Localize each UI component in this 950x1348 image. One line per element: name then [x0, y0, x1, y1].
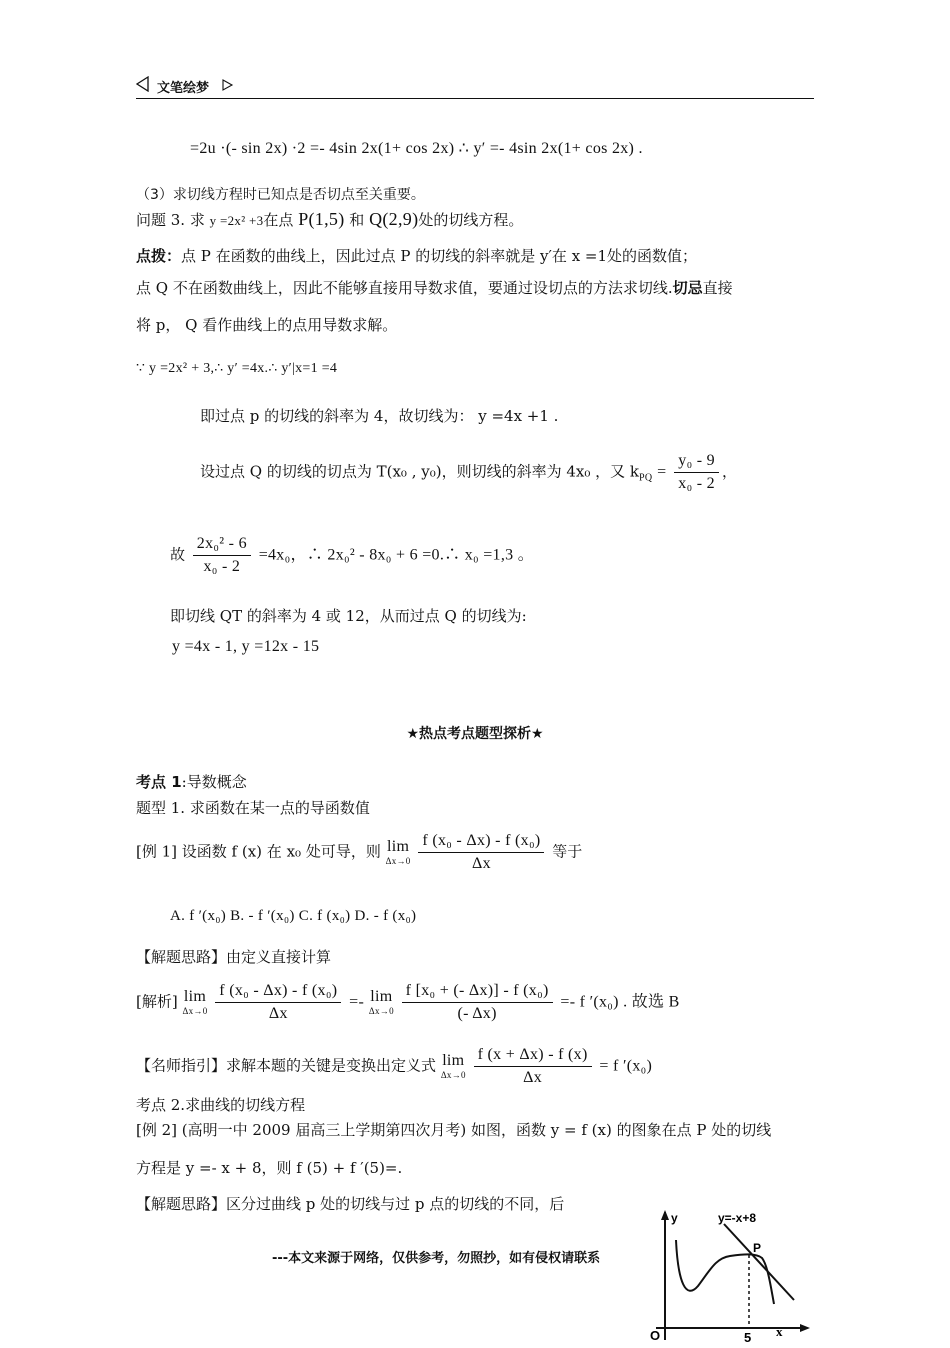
tangent-line — [724, 1224, 794, 1300]
example-1-fraction — [418, 832, 544, 873]
teacher-tip-fraction — [474, 1046, 592, 1087]
kpq-numerator: y₀ - 9 — [674, 452, 719, 473]
graph-tick-label: 5 — [744, 1330, 752, 1344]
kpq-fraction — [674, 452, 719, 493]
teacher-tip-limit — [441, 1053, 466, 1080]
teacher-tip-numerator: f (x + Δx) - f (x) — [474, 1046, 592, 1067]
solution-fraction-1 — [215, 982, 341, 1023]
solution-denominator-1: Δx — [268, 1005, 288, 1022]
header-title: 文笔绘梦 — [157, 81, 210, 96]
graph-line-label: y=-x+8 — [718, 1211, 757, 1225]
example-1-lim: lim — [386, 838, 410, 855]
hint-text-2-tail: 直接 — [702, 279, 733, 297]
solution-lim-1: lim — [183, 988, 207, 1005]
solution-idea-2-label: 【解题思路】 — [136, 1195, 227, 1213]
problem-3-function: y =2x² +3 — [209, 213, 264, 228]
key-point-1 — [136, 771, 247, 792]
example-2-line-2: 方程是 y =- x + 8，则 f (5) + f ′(5)=. — [136, 1159, 403, 1177]
key-point-1-label: 考点 1 — [136, 773, 182, 791]
example-1-limit — [386, 839, 411, 866]
solution-label: [解析] — [136, 992, 178, 1011]
problem-3-suffix: 处的切线方程。 — [418, 211, 524, 229]
derivative-at-p: ∵ y =2x² + 3,∴ y′ =4x.∴ y′|x=1 =4 — [136, 361, 338, 376]
solution-numerator-1: f (x₀ - Δx) - f (x₀) — [215, 982, 341, 1003]
note-3: （3）求切线方程时已知点是否切点至关重要。 — [136, 187, 425, 203]
example-1-suffix: 等于 — [552, 842, 583, 861]
solve-line — [170, 535, 534, 576]
answer-options: A. f ′(x₀) B. - f ′(x₀) C. f (x₀) D. - f (x₀) — [170, 908, 417, 924]
solve-prefix: 故 — [170, 545, 186, 564]
solution-idea-1 — [136, 946, 331, 967]
graph-origin-label: O — [650, 1328, 661, 1343]
problem-3-prefix: 问题 3. 求 — [136, 211, 205, 229]
solution-limit-1 — [183, 989, 208, 1016]
teacher-tip-denominator: Δx — [523, 1069, 543, 1086]
example-1-prefix: [例 1] 设函数 f (x) 在 x₀ 处可导，则 — [136, 842, 381, 861]
footer-note: ---本文来源于网络，仅供参考，勿照抄，如有侵权请联系 — [272, 1251, 601, 1266]
solution-mid: =- — [349, 993, 365, 1011]
example-2-line-1: [例 2] (高明一中 2009 届高三上学期第四次月考) 如图，函数 y = f (x) 的图象在点 P 处的切线 — [136, 1121, 772, 1139]
derivation-line: =2u ·(- sin 2x) ·2 =- 4sin 2x(1+ cos 2x) ∴ y′ =- 4sin 2x(1+ cos 2x) . — [190, 140, 643, 157]
solution-denominator-2: (- Δx) — [457, 1005, 497, 1022]
solve-suffix: =4x₀，∴ 2x₀² - 8x₀ + 6 =0.∴ x₀ =1,3 。 — [258, 546, 535, 564]
y-axis-arrow — [661, 1210, 669, 1220]
tangent-setup — [200, 452, 737, 493]
teacher-tip-lim-sub: Δx→0 — [440, 1070, 466, 1080]
point-q: Q(2,9) — [369, 209, 419, 229]
teacher-tip-end: = f ′(x₀) — [599, 1057, 653, 1075]
key-point-2: 考点 2.求曲线的切线方程 — [136, 1096, 306, 1114]
kpq-end: ， — [722, 462, 738, 481]
graph-x-label: x — [776, 1324, 783, 1339]
point-p: P(1,5) — [298, 209, 345, 229]
example-1-numerator: f (x₀ - Δx) - f (x₀) — [418, 832, 544, 853]
solution-numerator-2: f [x₀ + (- Δx)] - f (x₀) — [402, 982, 553, 1003]
solve-denominator: x₀ - 2 — [203, 558, 241, 575]
solution-limit-2 — [369, 989, 394, 1016]
solution — [136, 982, 680, 1023]
solve-fraction — [193, 535, 251, 576]
left-triangle-icon — [136, 76, 150, 92]
key-point-1-text: :导数概念 — [181, 773, 247, 791]
kpq-subscript: PQ — [639, 472, 653, 484]
solution-lim-2: lim — [370, 988, 393, 1005]
function-graph — [638, 1208, 813, 1348]
hint-line-3: 将 p， Q 看作曲线上的点用导数求解。 — [136, 316, 398, 334]
graph-svg — [638, 1208, 813, 1344]
solution-end: =- f ′(x₀) . 故选 B — [560, 993, 680, 1011]
hint-text-1: 点 P 在函数的曲线上，因此过点 P 的切线的斜率就是 y′在 x =1处的函数值； — [181, 247, 698, 265]
solution-idea-2 — [136, 1193, 564, 1214]
hint-text-2: 点 Q 不在函数曲线上，因此不能够直接用导数求值，要通过设切点的方法求切线. — [136, 279, 673, 297]
teacher-tip-text: 求解本题的关键是变换出定义式 — [226, 1056, 437, 1075]
hint-label: 点拨： — [136, 247, 182, 265]
qt-slope: 即切线 QT 的斜率为 4 或 12，从而过点 Q 的切线为: — [170, 607, 527, 625]
header-left-triangle — [136, 76, 150, 96]
tangent-at-p: 即过点 p 的切线的斜率为 4，故切线为： y =4x +1 . — [200, 407, 559, 425]
graph-point-label: P — [753, 1241, 762, 1255]
type-1: 题型 1. 求函数在某一点的导函数值 — [136, 799, 370, 817]
x-axis-arrow — [800, 1324, 810, 1332]
teacher-tip — [136, 1046, 652, 1087]
teacher-tip-lim: lim — [442, 1052, 465, 1069]
hint-line-1 — [136, 245, 697, 266]
section-title: ★热点考点题型探析★ — [406, 726, 544, 742]
teacher-tip-label: 【名师指引】 — [136, 1056, 227, 1075]
kpq-denominator: x₀ - 2 — [678, 475, 715, 492]
q-tangent-equations: y =4x - 1, y =12x - 15 — [172, 638, 320, 655]
example-1-denominator: Δx — [471, 855, 491, 872]
solution-fraction-2 — [402, 982, 553, 1023]
graph-y-label: y — [671, 1211, 678, 1225]
example-1-lim-sub: Δx→0 — [385, 856, 411, 866]
example-1 — [136, 832, 582, 873]
problem-3 — [136, 209, 523, 230]
hint-line-2 — [136, 277, 733, 298]
solution-idea-2-text: 区分过曲线 p 处的切线与过 p 点的切线的不同，后 — [226, 1195, 565, 1213]
solution-idea-1-label: 【解题思路】 — [136, 948, 227, 966]
problem-3-and: 和 — [349, 211, 365, 229]
problem-3-mid: 在点 — [263, 211, 294, 229]
tangent-setup-text: 设过点 Q 的切线的切点为 T(x₀ , y₀)，则切线的斜率为 4x₀ ，又 k — [200, 462, 639, 481]
solve-numerator: 2x₀² - 6 — [193, 535, 251, 556]
header-rule — [136, 98, 814, 99]
kpq-equals: = — [657, 463, 667, 481]
solution-lim-2-sub: Δx→0 — [368, 1006, 394, 1016]
header-right-triangle — [222, 76, 234, 95]
right-triangle-icon — [222, 79, 234, 91]
hint-caution: 切忌 — [672, 279, 703, 297]
solution-idea-1-text: 由定义直接计算 — [226, 948, 332, 966]
solution-lim-1-sub: Δx→0 — [182, 1006, 208, 1016]
